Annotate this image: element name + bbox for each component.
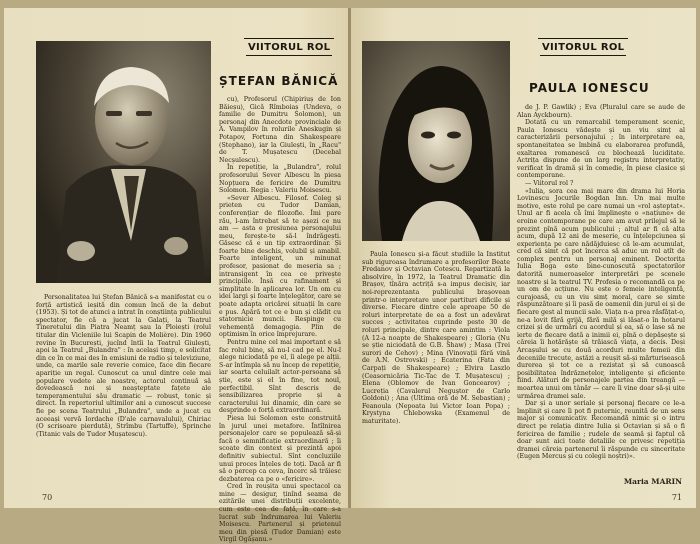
article-paragraph: «Sever Albescu. Filosof. Coleg și prieten cu Tudor Damian, conferențiar de filozofie. Îmi pare rău, l-am întrebat să te așezi ce nu am — asta e presiunea personajului meu, ferește-te să-l îndrăgești. Găsesc că e un tip extraordinar. Și foarte bine deschis, volubil și amabil. Foarte inteligent, un minunat profesor, pasionat de meseria sa ; intransigent în cea ce privește principiile. Însă cu rafinament și simplitate în aplicarea lor. Un om cu idei largi și foarte înțelegător, care se poate adapta oricărei situații în care e pus. Apără tot ce e bun și clădit cu statornicie muncii. Respinge cu vehemență demagogia. Plin de optimism în orice împrejurare. bbox=[219, 194, 341, 339]
article-paragraph: Dotată cu un remarcabil temperament scenic, Paula Ionescu vădește și un viu simț al caracterizării personajului ; în interpretare ea, spontaneitatea se îmbină cu elaborarea profundă, exaltarea romanescă cu blochează luciditate. Actrița dispune de un larg registru interpretativ, verificat în dramă și în comedie, în piese clasice și contemporane. bbox=[517, 119, 685, 180]
article-column-2 bbox=[517, 104, 685, 484]
left-page bbox=[4, 8, 349, 544]
portrait-illustration bbox=[362, 41, 510, 241]
article-paragraph: Cred în reușita unui spectacol ca mine — desigur, ținînd seama de ezitările unei distribuții excelente, cum este cea de față, în care s-a lucrat sub îndrumarea lui Valeriu Moisescu. Partenerul și prietenul meu din piesă (Tudor Damian) este Virgil Ogășanu.» bbox=[219, 483, 341, 544]
portrait-illustration bbox=[36, 41, 211, 283]
article-paragraph: cu), Profesorul (Chipiriuș de Ion Băieșu), Gică Rîmboiaș (Undeva, o familie de Dumitru Solomon), un personaj din Anecdote provinciale de A. Vampilov în rolurile Aneskugin și Potapov, Fortuna din Shakespeare (Stephano), iar la Giulești, în „Racu" de T. Mușatescu (Decebal Necșulescu). bbox=[219, 96, 341, 164]
rubric-title: VIITORUL ROL bbox=[246, 41, 332, 56]
right-page bbox=[351, 8, 696, 508]
article-paragraph: Dar și a unor seriale și personaj fiecare ce le-a împlinit și care îi pot fi puternic, reunită de un sens major și comunicativ. Recomandă nimic și o intru direct pe relația dintre Iulia și Octavian și să o fi fericirea de familie ; rudele de seamă și faptul că doar sunt aici toate detaliile ce privesc repetiția dramei căreia partenerul îi răspunde cu sinceritate (Eugen Mercus și cu colegii noștri)». bbox=[517, 400, 685, 461]
author-signature: Maria MARIN bbox=[623, 477, 682, 486]
article-paragraph: Personalitatea lui Ștefan Bănică s-a manifestat cu o forță artistică ieșită din comun încă de la debut (1953). Și tot de atunci a intrat în conștiința publicului spectator, fie că a jucat la Galați, la Teatrul Tineretului din Piatra Neamț sau la Ploiești (rolul titular din Vicleniile lui Scapin de Molière). Din 1960 revine în București, jucînd întîi la Teatrul Giulești, apoi la Teatrul „Bulandra" : în același timp, e solicitat din ce în ce mai des în emisiuni de radio și televiziune, unde, ca marile sale reverie comice, face din fiecare apariție un regal. Cunoscut ca unul dintre cele mai populare vedete ale noastre, actorul continuă să dovedească noi și neașteptate fațete ale temperamentului său dramatic — robust, tonic și direct. În repertoriul ultimilor ani a cunoscut succese fie pe scena Teatrului „Bulandra", unde a jucat cu aceeași vervă Iordache (D'ale carnavalului), Chiriac (O scrisoare pierdută), Strîmbu (Tartuffe), Sprinche (Titanic vals de Tudor Mușatescu). bbox=[36, 294, 211, 438]
article-paragraph: «Iulia, sora cea mai mare din drama lui Horia Lovinescu Jocurile Bogdan Inn. Un mai multe motive, este rolul pe care numai un «rol așteptat». Unul ar fi acela că îmi împlinește o «națiune» de eroine contemporane pe care am avut prilejul să le prezint pînă acum publicului ; altul ar fi că alta acum, după 12 ani de meserie, cu înțelepciunea și experiența pe care nădăjduiesc că le-am acumulat, cred că simt că pot încerca să aduc un rol atît de complex pentru un personaj eminent. Doctorița Iulia Boga este bine-cunoscută spectatorilor datorită numeroaselor interpretări pe scenele noastre și la teatrul TV. Profesia o recomandă ca pe un om de acțiune. Nu este o femeie inteligentă, curajoasă, cu un viu simț moral, care se simte răspunzătoare și îi pasă de oamenii din jurul ei și de fiecare gest al muncii sale. Viața n-a prea răsfățat-o, ne-a lovit fără grijă, fără milă și lăsat-o în hotarul crizei și de urmări cu acordul și ea, să o lase să ne ierte de fiecare dată a inimii ei, pînă o depășește și căreia îi hotărăște să trăiască viața, a decis. Deși Arcașului se cu două acorduri multe femeii din deceniile trecute, astăzi a reușit să-și mărturisească durerea și tot ce a rezistat și să cunoască posibilitatea îndrăznețelor, inteligente și eficiente fiind. Alături de personajele partea din treangă — moartea unui om tânăr — care îi vine doar să-și uite urmărea dramei sale. bbox=[517, 187, 685, 400]
actor-name-title: ȘTEFAN BĂNICĂ bbox=[219, 74, 339, 88]
rubric-title: VIITORUL ROL bbox=[540, 41, 626, 56]
paula-ionescu-photo bbox=[362, 41, 510, 241]
article-paragraph: În repetiție, la „Bulandra", rolul profesorului Sever Albescu în piesa Nopțuera de fericire de Dumitru Solomon. Regia : Valeriu Moisescu. bbox=[219, 164, 341, 195]
article-paragraph: Paula Ionescu și-a făcut studiile la Institut sub riguroasa îndrumare a profesorilor Beate Fredanov și Octavian Cotescu. Repartizată la absolvire, în 1972, la Teatrul Dramatic din Brașov, tînăra actriță s-a impus decisiv, iar noi-reprezentanta publicului brașovean printr-o interpretare unor partituri dificile și diverse. Fiecare dintre cele aproape 50 de roluri interpretate de ea a fost un adevărat succes ; activitatea cuprinde peste 30 de roluri principale, dintre care amintim : Viola (A 12-a noapte de Shakespeare) ; Gloria (Nu se știe niciodată de G.B. Shaw) ; Masa (Trei surori de Cehov) ; Mina (Vinovații fără vină de A.N. Ostrovski) ; Ecaterina (Fata din Carpați de Shakespeare) ; Elvira Laszlo (Ceasornicăria Tic-Tac de T. Mușatescu) ; Elena (Oblomov de Ivan Goncearov) ; Lucreția (Cavalerul Neguștor de Carlo Goldoni) ; Ana (Ultima oră de M. Sebastian) ; Feanoula (Nepoata lui Victor Ioan Popa) ; Krystyna Chlebowska (Examenul de maturitate). bbox=[362, 251, 510, 426]
actor-name-title: PAULA IONESCU bbox=[529, 81, 650, 95]
article-column-1 bbox=[362, 251, 510, 501]
page-number: 70 bbox=[42, 493, 53, 502]
article-paragraph: Pentru mine cel mai important e să fac rolul bine, să nu-l cad pe el. Nu-l alege niciodată pe el, îi alege pe alții. S-ar întîmpla să nu încep de repetiție, iar soarta celuilalt actor-persoana să știe, este și el în fine, tot noul, perfectibil. Sînt descris de sensibilizarea proprie și a caracterului lui dinamic, din care se desprinde e forță extraordinară. bbox=[219, 339, 341, 415]
article-column-1 bbox=[36, 294, 211, 499]
magazine-spread bbox=[4, 8, 696, 544]
article-paragraph: de J. P. Gawlik) ; Eva (Pluralul care se aude de Alan Ayckbourn). bbox=[517, 104, 685, 119]
article-column-2 bbox=[219, 96, 341, 544]
page-number: 71 bbox=[671, 493, 682, 502]
stefan-banica-photo bbox=[36, 41, 211, 283]
article-paragraph: — Viitorul rol ? bbox=[525, 179, 574, 187]
article-paragraph: Piesa lui Solomon este construită în jurul unei metafore. Întîlnirea personajelor care se populează să-și facă o semnificație extraordinară ; îi scoate din context și prezintă apoi definitiv subiectul. Sînt concluziile unui proces înțeles de toți. Dacă ar fi să o percep ca ceva, încerc să trăiesc dezbaterea ca pe o «fericire». bbox=[219, 414, 341, 483]
